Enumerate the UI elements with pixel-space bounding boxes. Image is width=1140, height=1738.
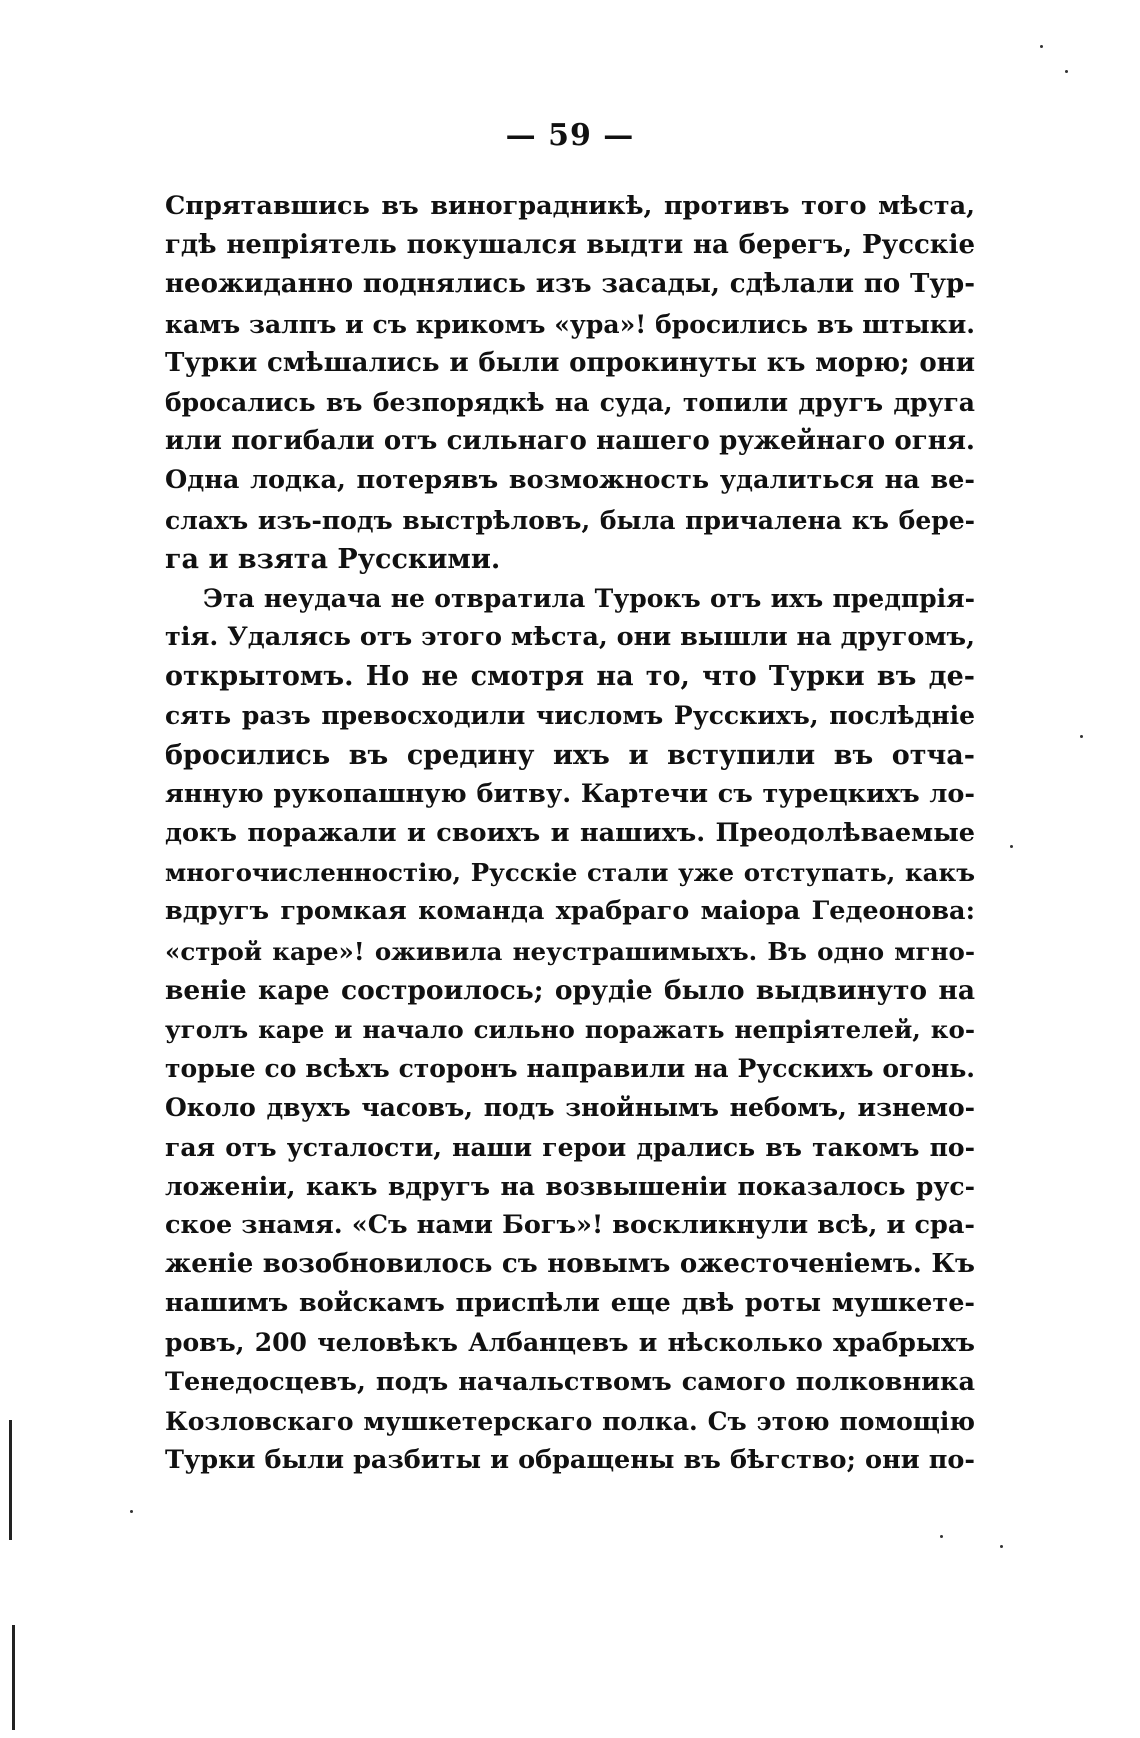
text-line: многочисленностію, Русскіе стали уже отступать, какъ	[165, 858, 975, 888]
scan-speck	[1065, 70, 1068, 73]
text-line: слахъ изъ-подъ выстрѣловъ, была причалена къ бере-	[165, 505, 975, 535]
text-line: гдѣ непріятель покушался выдти на берегъ, Русскіе	[165, 230, 975, 261]
text-line: Одна лодка, потерявъ возможность удалиться на ве-	[165, 465, 975, 496]
text-line: ровъ, 200 человѣкъ Албанцевъ и нѣсколько храбрыхъ	[165, 1328, 975, 1358]
text-line: Эта неудача не отвратила Турокъ отъ ихъ предпрія-	[203, 583, 975, 613]
text-line: гая отъ усталости, наши герои дрались въ такомъ по-	[165, 1132, 975, 1162]
text-line: нашимъ войскамъ приспѣли еще двѣ роты мушкете-	[165, 1288, 975, 1319]
text-line: уголъ каре и начало сильно поражать непріятелей, ко-	[165, 1014, 975, 1044]
text-line: Тенедосцевъ, подъ начальствомъ самого полковника	[165, 1366, 975, 1397]
text-line: га и взята Русскими.	[165, 543, 501, 575]
paragraph-1	[165, 187, 975, 579]
text-line: Козловскаго мушкетерскаго полка. Съ этою помощію	[165, 1406, 975, 1436]
text-line: сять разъ превосходили числомъ Русскихъ, послѣдніе	[165, 701, 975, 731]
body-text	[165, 187, 975, 1480]
scan-speck	[1040, 45, 1043, 48]
text-line: янную рукопашную битву. Картечи съ турецкихъ ло-	[165, 778, 975, 809]
text-line: ское знамя. «Съ нами Богъ»! воскликнули всѣ, и сра-	[165, 1209, 975, 1240]
text-line: бросались въ безпорядкѣ на суда, топили другъ друга	[165, 387, 975, 417]
scan-speck	[1010, 845, 1013, 848]
text-line: вдругъ громкая команда храбраго маіора Гедеонова:	[165, 896, 975, 927]
text-line: камъ залпъ и съ крикомъ «ура»! бросились въ штыки.	[165, 309, 975, 339]
text-line: докъ поражали и своихъ и нашихъ. Преодолѣваемые	[165, 818, 975, 848]
text-line: веніе каре состроилось; орудіе было выдвинуто на	[165, 974, 975, 1006]
text-line: Около двухъ часовъ, подъ знойнымъ небомъ, изнемо-	[165, 1093, 975, 1123]
text-line: тія. Удалясь отъ этого мѣста, они вышли на другомъ,	[165, 622, 975, 653]
text-line: «строй каре»! оживила неустрашимыхъ. Въ одно мгно-	[165, 936, 975, 966]
scan-speck	[1000, 1545, 1003, 1548]
text-line: открытомъ. Но не смотря на то, что Турки въ де-	[165, 661, 975, 693]
text-line: Спрятавшись въ виноградникѣ, противъ того мѣста,	[165, 191, 975, 221]
text-line: бросились въ средину ихъ и вступили въ отча-	[165, 739, 975, 771]
scan-speck	[1080, 735, 1083, 738]
paragraph-2	[165, 579, 975, 1480]
text-line: или погибали отъ сильнаго нашего ружейнаго огня.	[165, 426, 975, 457]
page-number: — 59 —	[505, 118, 635, 153]
text-line: ложеніи, какъ вдругъ на возвышеніи показалось рус-	[165, 1171, 975, 1201]
text-line: женіе возобновилось съ новымъ ожесточеніемъ. Къ	[165, 1249, 975, 1280]
text-line: торые со всѣхъ сторонъ направили на Русскихъ огонь.	[165, 1054, 975, 1084]
scan-edge-mark	[9, 1420, 12, 1540]
scan-speck	[130, 1510, 133, 1513]
text-line: неожиданно поднялись изъ засады, сдѣлали по Тур-	[165, 269, 975, 300]
text-line: Турки смѣшались и были опрокинуты къ морю; они	[165, 347, 975, 378]
text-line: Турки были разбиты и обращены въ бѣгство; они по-	[165, 1445, 975, 1475]
scan-edge-mark	[12, 1625, 15, 1730]
scan-speck	[940, 1535, 943, 1538]
